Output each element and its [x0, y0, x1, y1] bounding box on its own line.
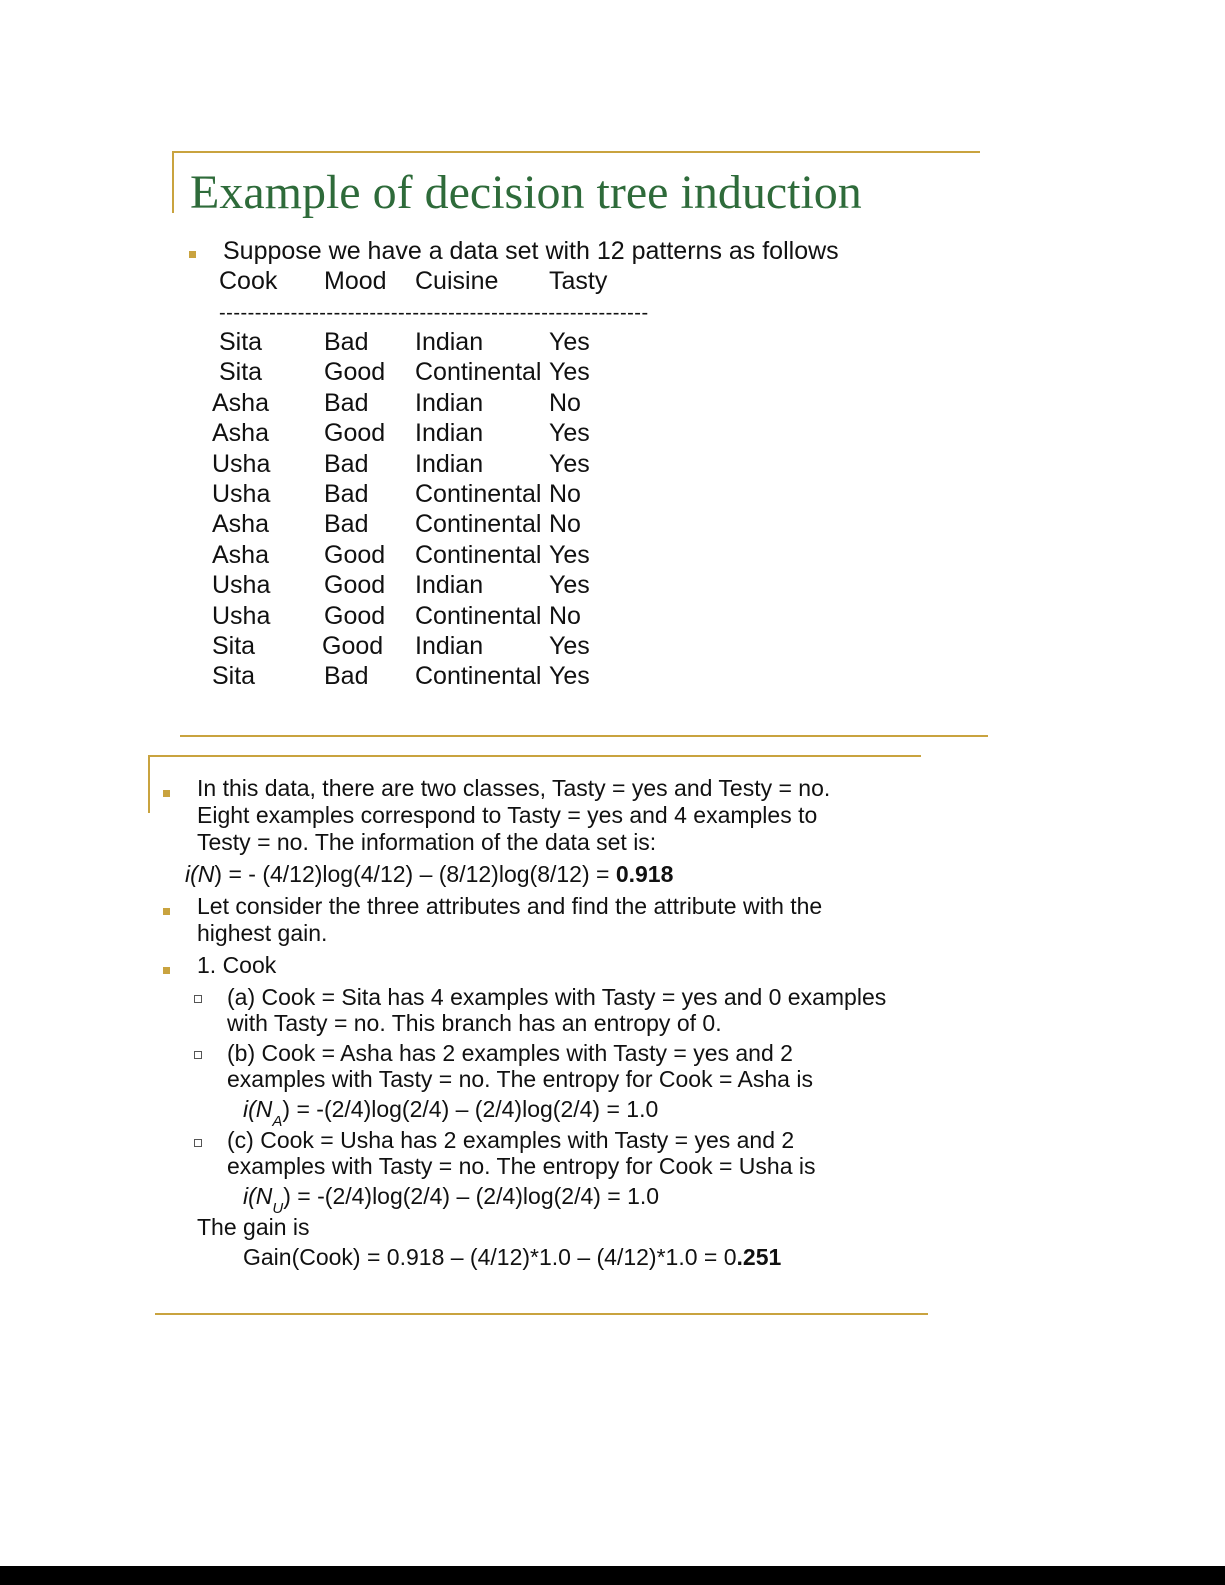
asha-line-2: examples with Tasty = no. The entropy for Cook = Asha is	[227, 1066, 813, 1092]
attributes-line-2: highest gain.	[197, 920, 328, 946]
bullet-marker	[163, 908, 170, 915]
bullet-marker	[189, 251, 196, 258]
cell-tasty: Yes	[549, 419, 590, 448]
info-i: i(	[185, 861, 198, 887]
header-cuisine: Cuisine	[415, 267, 499, 295]
asha-expression: ) = -(2/4)log(2/4) – (2/4)log(2/4) = 1.0	[282, 1096, 659, 1122]
cell-mood: Good	[324, 601, 386, 630]
usha-line-1: (c) Cook = Usha has 2 examples with Tasty = yes and 2	[227, 1127, 795, 1153]
classes-line-2: Eight examples correspond to Tasty = yes and 4 examples to	[197, 802, 818, 828]
cell-mood: Bad	[324, 510, 369, 539]
info-n: N	[197, 861, 215, 887]
cell-mood: Good	[322, 632, 384, 660]
info-value: 0.918	[615, 861, 674, 887]
cell-cuisine: Continental	[415, 540, 542, 569]
slide-title: Example of decision tree induction	[190, 166, 862, 219]
intro-bullet-text: Suppose we have a data set with 12 patterns as follows	[223, 237, 839, 265]
information-formula	[185, 861, 673, 888]
gain-value: .251	[736, 1244, 782, 1270]
table-separator: ------------------------------------------------------------	[219, 302, 649, 324]
sub-bullet-marker	[194, 995, 202, 1003]
sub-bullet-marker	[194, 1139, 202, 1147]
asha-i: i(	[243, 1096, 256, 1122]
cell-tasty: No	[549, 510, 581, 539]
gain-label: The gain is	[197, 1214, 310, 1240]
cell-cook: Asha	[212, 388, 269, 417]
cell-cook: Asha	[212, 419, 269, 448]
cell-cuisine: Continental	[415, 510, 542, 539]
cell-cuisine: Indian	[415, 571, 484, 600]
header-mood: Mood	[324, 267, 387, 295]
cell-mood: Bad	[324, 662, 369, 691]
cell-mood: Good	[324, 540, 386, 569]
asha-subscript: A	[272, 1113, 283, 1130]
cell-cook: Usha	[212, 449, 271, 478]
bullet-marker	[163, 967, 170, 974]
slide2-bottom-rule	[155, 1313, 928, 1315]
cell-cook: Usha	[212, 480, 271, 508]
cell-mood: Bad	[324, 480, 369, 508]
gain-formula	[243, 1244, 781, 1271]
asha-line-1: (b) Cook = Asha has 2 examples with Tasty = yes and 2	[227, 1040, 793, 1066]
info-expression: ) = - (4/12)log(4/12) – (8/12)log(8/12) =	[214, 861, 616, 887]
asha-n: N	[255, 1096, 273, 1122]
cell-cook: Sita	[212, 662, 256, 691]
cell-tasty: No	[549, 601, 581, 630]
sita-line-2: with Tasty = no. This branch has an entropy of 0.	[227, 1010, 722, 1036]
cell-mood: Bad	[324, 449, 369, 478]
cell-tasty: Yes	[549, 632, 590, 660]
cell-tasty: No	[549, 388, 581, 417]
cell-tasty: Yes	[549, 662, 590, 691]
cell-tasty: Yes	[549, 540, 590, 569]
usha-n: N	[255, 1183, 273, 1209]
cell-tasty: Yes	[549, 571, 590, 600]
slide1-left-rule	[172, 151, 174, 213]
cell-cuisine: Continental	[415, 480, 542, 508]
usha-line-2: examples with Tasty = no. The entropy for Cook = Usha is	[227, 1153, 816, 1179]
cell-cuisine: Indian	[415, 419, 484, 448]
slide1-top-rule	[172, 151, 980, 153]
cell-cook: Usha	[212, 601, 271, 630]
cell-cook: Sita	[219, 358, 263, 387]
cell-cook: Sita	[212, 632, 256, 660]
classes-line-1: In this data, there are two classes, Tasty = yes and Testy = no.	[197, 775, 831, 801]
cell-tasty: Yes	[549, 358, 590, 387]
cell-mood: Good	[324, 419, 386, 448]
cell-cuisine: Indian	[415, 388, 484, 417]
classes-line-3: Testy = no. The information of the data set is:	[197, 829, 657, 855]
cell-mood: Good	[324, 358, 386, 387]
cell-cuisine: Indian	[415, 328, 484, 356]
cell-mood: Good	[324, 571, 386, 600]
cook-heading: 1. Cook	[197, 952, 277, 978]
slide2-top-rule	[148, 755, 921, 757]
cell-cook: Sita	[219, 328, 263, 356]
cell-cook: Usha	[212, 571, 271, 600]
usha-expression: ) = -(2/4)log(2/4) – (2/4)log(2/4) = 1.0	[283, 1183, 660, 1209]
cell-cook: Asha	[212, 540, 269, 569]
usha-i: i(	[243, 1183, 256, 1209]
header-cook: Cook	[219, 267, 278, 295]
cell-mood: Bad	[324, 328, 369, 356]
cell-cuisine: Continental	[415, 601, 542, 630]
sita-line-1: (a) Cook = Sita has 4 examples with Tasty = yes and 0 examples	[227, 984, 887, 1010]
cell-tasty: Yes	[549, 449, 590, 478]
cell-cook: Asha	[212, 510, 269, 539]
cell-cuisine: Continental	[415, 358, 542, 387]
attributes-line-1: Let consider the three attributes and find the attribute with the	[197, 893, 823, 919]
sub-bullet-marker	[194, 1051, 202, 1059]
usha-subscript: U	[272, 1200, 284, 1217]
header-tasty: Tasty	[549, 267, 608, 295]
cell-cuisine: Continental	[415, 662, 542, 691]
cell-mood: Bad	[324, 388, 369, 417]
page-bottom-border	[0, 1566, 1225, 1585]
slide1-bottom-rule	[180, 735, 988, 737]
cell-tasty: No	[549, 480, 581, 508]
cell-cuisine: Indian	[415, 632, 484, 660]
bullet-marker	[163, 790, 170, 797]
slide2-left-rule	[148, 755, 150, 813]
cell-cuisine: Indian	[415, 449, 484, 478]
cell-tasty: Yes	[549, 328, 590, 356]
gain-expression: Gain(Cook) = 0.918 – (4/12)*1.0 – (4/12)*1.0 = 0	[243, 1244, 737, 1270]
